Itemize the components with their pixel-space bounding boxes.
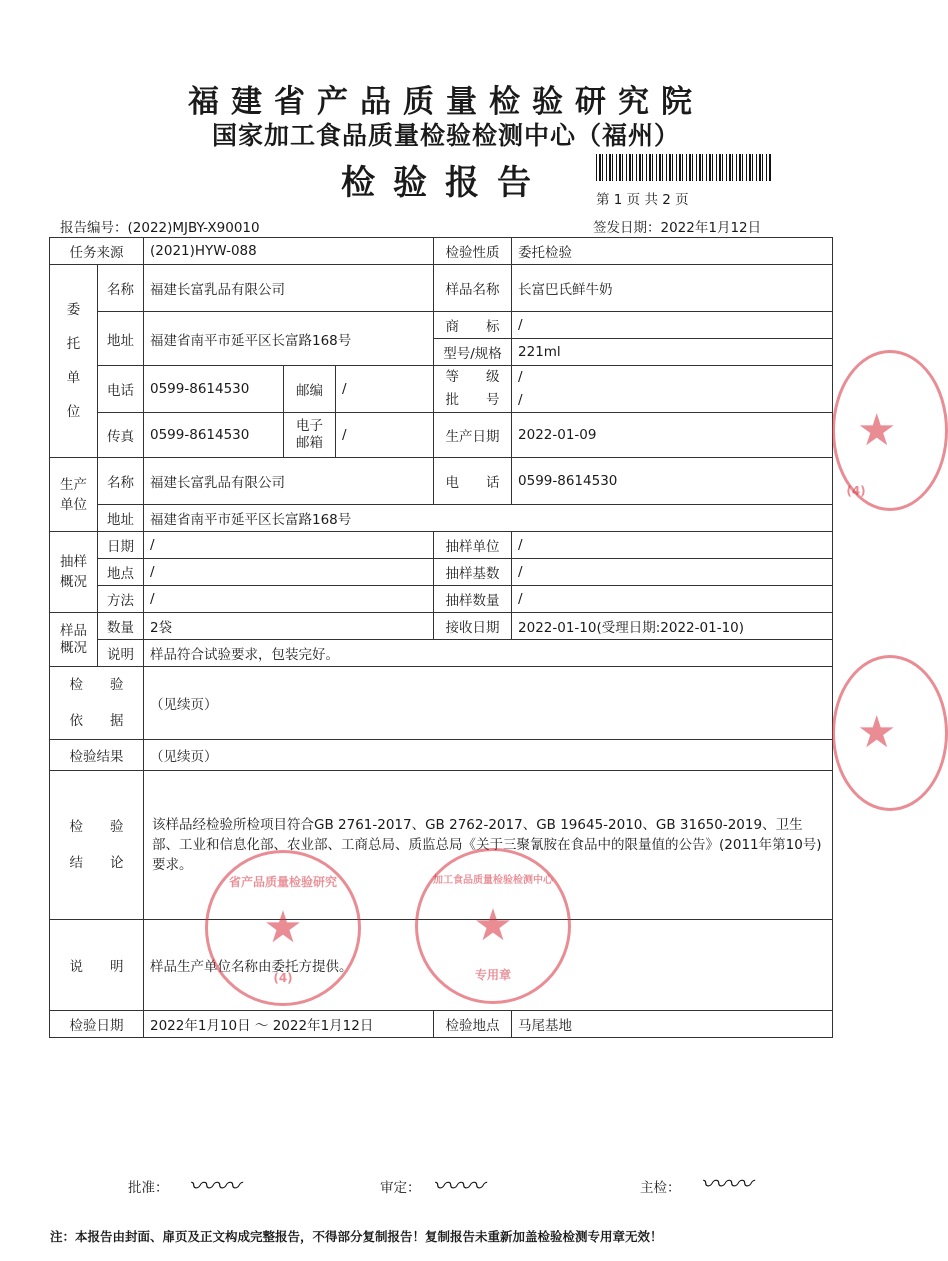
seal-star-icon: ★: [263, 902, 303, 953]
quantity-value: 2袋: [144, 613, 434, 640]
producer-group-line-2: 单位: [60, 496, 87, 513]
institute-seal-number: (4): [273, 971, 293, 985]
email-label-line-1: 电子: [296, 418, 323, 434]
center-seal-sub: 专用章: [474, 968, 511, 982]
note-label: 说明: [98, 640, 144, 667]
seal-star-icon: ★: [857, 707, 897, 758]
sampling-unit-value: /: [512, 532, 833, 559]
producer-address-value: 福建省南平市延平区长富路168号: [144, 505, 833, 532]
batch-value: /: [518, 392, 523, 408]
sampling-qty-label: 抽样数量: [434, 586, 512, 613]
producer-phone-value: 0599-8614530: [512, 458, 833, 505]
margin-seal-number: (4): [846, 484, 866, 498]
producer-name-label: 名称: [98, 458, 144, 505]
report-number-label: 报告编号：: [60, 220, 128, 236]
grade-batch-values: [512, 366, 833, 413]
inspection-type-label: 检验性质: [434, 238, 512, 265]
client-address-label: 地址: [98, 312, 144, 366]
sample-name-label: 样品名称: [434, 265, 512, 312]
issue-date-value: 2022年1月12日: [660, 220, 762, 236]
chief-label: 主检：: [640, 1180, 681, 1196]
client-char-2: 托: [66, 336, 81, 352]
sample-group-label: [50, 613, 98, 667]
sampling-base-label: 抽样基数: [434, 559, 512, 586]
sampling-method-value: /: [144, 586, 434, 613]
issue-date: [593, 216, 761, 236]
basis-label-line-1: 检 验: [69, 677, 124, 693]
producer-group-line-1: 生产: [60, 476, 87, 493]
client-char-1: 委: [66, 302, 81, 318]
producer-name-value: 福建长富乳品有限公司: [144, 458, 434, 505]
sampling-place-value: /: [144, 559, 434, 586]
task-source-label: 任务来源: [50, 238, 144, 265]
client-fax-label: 传真: [98, 413, 144, 458]
sampling-method-label: 方法: [98, 586, 144, 613]
client-phone-value: 0599-8614530: [144, 366, 284, 413]
grade-label: 等 级: [445, 369, 500, 385]
margin-seal-top: [832, 350, 948, 511]
center-seal-text: 加工食品质量检验检测中心: [433, 875, 553, 886]
model-value: 221ml: [512, 339, 833, 366]
producer-address-label: 地址: [98, 505, 144, 532]
remark-label: 说 明: [50, 920, 144, 1011]
conclusion-label: [50, 771, 144, 920]
test-date-label: 检验日期: [50, 1011, 144, 1038]
model-label: 型号/规格: [434, 339, 512, 366]
conclusion-value: 该样品经检验所检项目符合GB 2761-2017、GB 2762-2017、GB 19645-2010、GB 31650-2019、卫生部、工业和信息化部、农业部、工商总局、质监总局《关于三聚氰胺在食品中的限量值的公告》(2011年第10号)要求。: [144, 771, 833, 920]
sample-name-value: 长富巴氏鲜牛奶: [512, 265, 833, 312]
producer-group-label: [50, 458, 98, 532]
sample-group-line-1: 样品: [60, 622, 87, 639]
result-label: 检验结果: [50, 740, 144, 771]
inspection-type-value: 委托检验: [512, 238, 833, 265]
trademark-value: /: [512, 312, 833, 339]
grade-batch-labels: [434, 366, 512, 413]
seal-star-icon: ★: [473, 900, 513, 951]
receive-date-label: 接收日期: [434, 613, 512, 640]
grade-value: /: [518, 369, 523, 385]
sampling-group-line-2: 概况: [60, 574, 87, 590]
client-char-4: 位: [66, 404, 81, 420]
test-date-value: 2022年1月10日 ～ 2022年1月12日: [144, 1011, 434, 1038]
basis-label: [50, 667, 144, 740]
client-fax-value: 0599-8614530: [144, 413, 284, 458]
test-site-value: 马尾基地: [512, 1011, 833, 1038]
note-value: 样品符合试验要求，包装完好。: [144, 640, 833, 667]
page-info: 第 1 页 共 2 页: [596, 192, 689, 208]
sampling-group-line-1: 抽样: [60, 554, 87, 570]
quantity-label: 数量: [98, 613, 144, 640]
receive-date-value: 2022-01-10(受理日期:2022-01-10): [512, 613, 833, 640]
report-form: [49, 237, 833, 1038]
sampling-group-label: [50, 532, 98, 613]
barcode: [596, 154, 772, 181]
sampling-date-value: /: [144, 532, 434, 559]
sampling-qty-value: /: [512, 586, 833, 613]
task-source-value: (2021)HYW-088: [144, 238, 434, 265]
email-value: /: [336, 413, 434, 458]
report-number: [60, 216, 260, 236]
reviewer-label: 审定：: [380, 1180, 421, 1196]
client-name-value: 福建长富乳品有限公司: [144, 265, 434, 312]
institute-seal-text: 省产品质量检验研究: [228, 875, 337, 889]
email-label-line-2: 邮箱: [296, 435, 323, 451]
basis-label-line-2: 依 据: [69, 713, 124, 729]
test-site-label: 检验地点: [434, 1011, 512, 1038]
chief-signature: 〰〰: [700, 1170, 753, 1200]
production-date-value: 2022-01-09: [512, 413, 833, 458]
sampling-place-label: 地点: [98, 559, 144, 586]
client-address-value: 福建省南平市延平区长富路168号: [144, 312, 434, 366]
conclusion-label-line-2: 结 论: [69, 855, 124, 871]
footer-notice: 注：本报告由封面、扉页及正文构成完整报告，不得部分复制报告！复制报告未重新加盖检验检测专用章无效！: [50, 1229, 663, 1244]
batch-label: 批 号: [445, 392, 500, 408]
client-name-label: 名称: [98, 265, 144, 312]
postcode-label: 邮编: [284, 366, 336, 413]
report-title: 检验报告: [341, 163, 549, 203]
trademark-label: 商 标: [434, 312, 512, 339]
seal-star-icon: ★: [857, 404, 897, 456]
client-group-label: [50, 265, 98, 458]
institute-title: 福建省产品质量检验研究院: [188, 84, 704, 120]
postcode-value: /: [336, 366, 434, 413]
conclusion-label-line-1: 检 验: [69, 819, 124, 835]
issue-date-label: 签发日期：: [593, 220, 661, 236]
approver-signature: 〰〰: [188, 1172, 241, 1202]
client-phone-label: 电话: [98, 366, 144, 413]
remark-value: 样品生产单位名称由委托方提供。: [144, 920, 833, 1011]
reviewer-signature: 〰〰: [432, 1172, 485, 1202]
client-char-3: 单: [66, 370, 81, 386]
basis-value: （见续页）: [144, 667, 833, 740]
email-label: [284, 413, 336, 458]
center-title: 国家加工食品质量检验检测中心（福州）: [211, 121, 680, 150]
sampling-unit-label: 抽样单位: [434, 532, 512, 559]
production-date-label: 生产日期: [434, 413, 512, 458]
margin-seal-bottom: [832, 655, 948, 811]
report-number-value: (2022)MJBY-X90010: [127, 220, 260, 236]
approver-label: 批准：: [128, 1180, 169, 1196]
sampling-base-value: /: [512, 559, 833, 586]
result-value: （见续页）: [144, 740, 833, 771]
producer-phone-label: 电 话: [434, 458, 512, 505]
sample-group-line-2: 概况: [60, 639, 87, 656]
sampling-date-label: 日期: [98, 532, 144, 559]
